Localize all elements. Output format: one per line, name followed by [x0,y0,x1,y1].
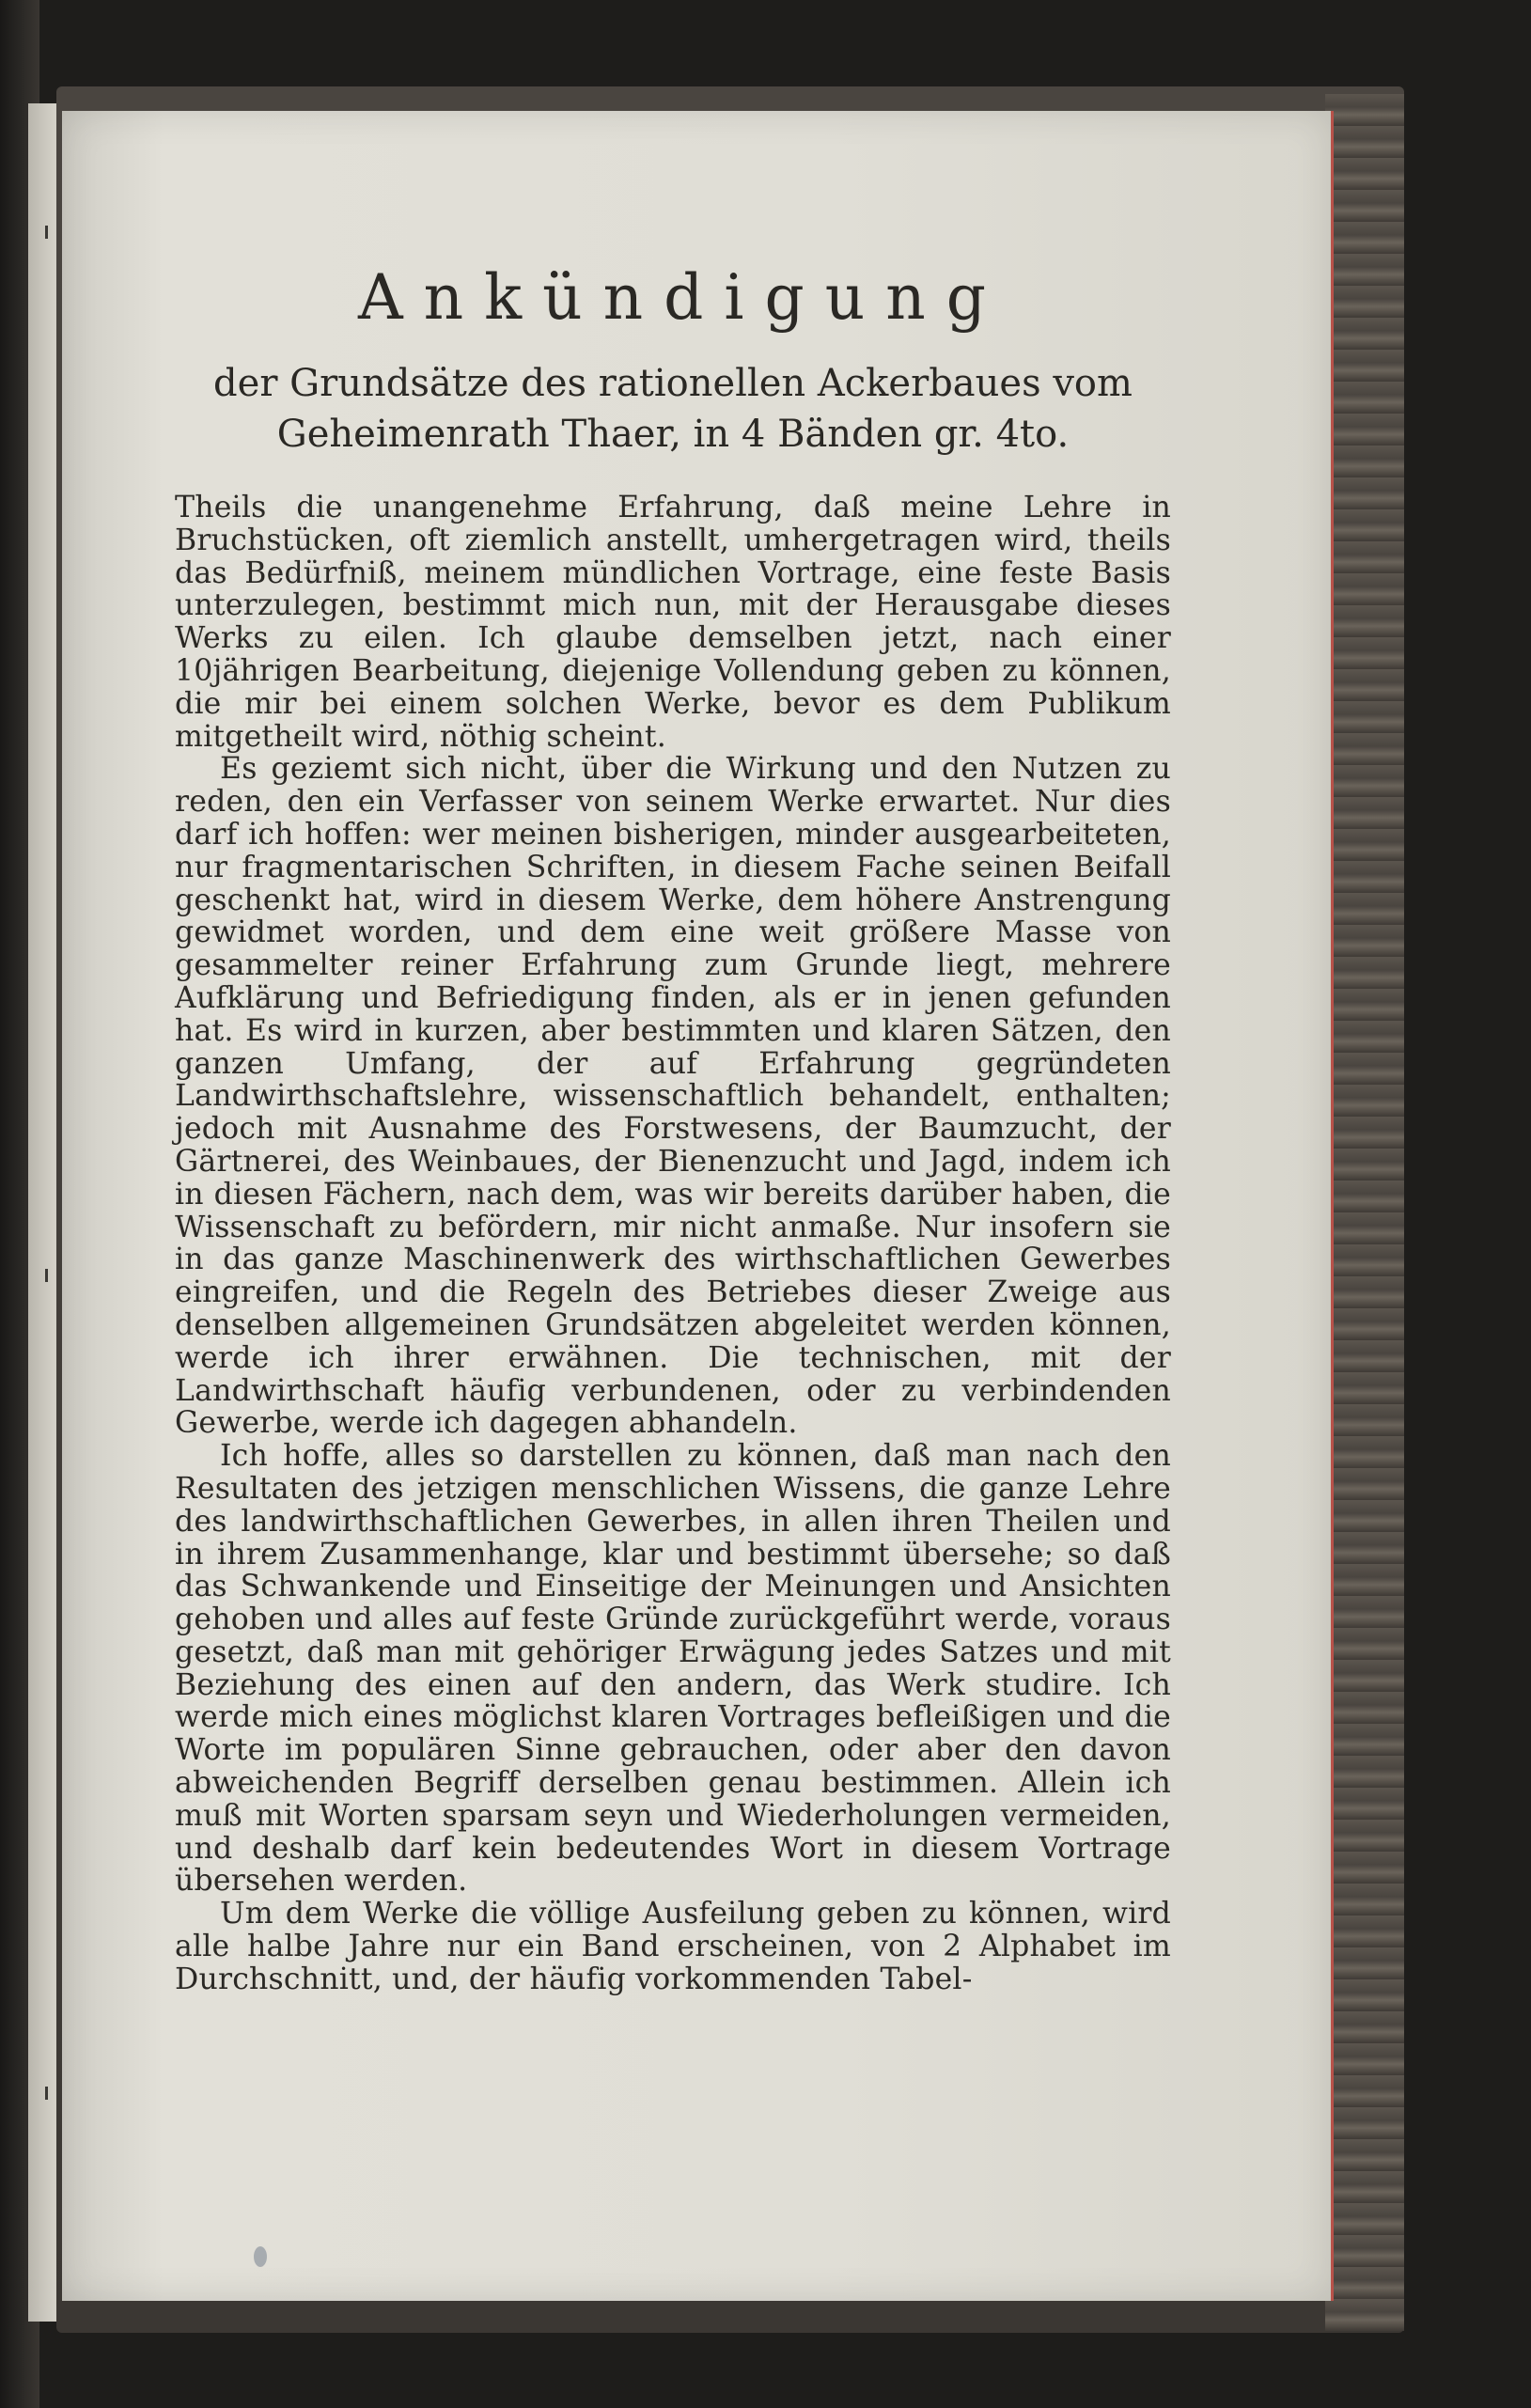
binding-mark [45,1269,48,1282]
binding-mark [45,226,48,239]
page-subtitle: der Grundsätze des rationellen Ackerbaues vom Geheimenrath Thaer, in 4 Bänden gr. 4to. [213,362,1133,456]
ink-smudge [254,2246,267,2267]
book-board-edge [1325,94,1404,2331]
page-heading: Ankündigung [357,261,1008,334]
page-text [175,261,1171,1996]
page [62,111,1334,2301]
binding-mark [45,2087,48,2100]
paragraph: Ich hoffe, alles so darstellen zu können, daß man nach den Resultaten des jetzigen menschlichen Wissens, die ganze Lehre des landwirthschaftlichen Gewerbes, in allen ihren Theilen und in ihrem Zusammenhange, klar und bestimmt übersehe; so daß das Schwankende und Einseitige der Meinungen und Ansichten gehoben und alles auf feste Gründe zurückgeführt werde, voraus gesetzt, daß man mit gehöriger Erwägung jedes Satzes und mit Beziehung des einen auf den andern, das Werk studire. Ich werde mich eines möglichst klaren Vortrages befleißigen und die Worte im populären Sinne gebrauchen, oder aber den davon abweichenden Begriff derselben genau bestimmen. Allein ich muß mit Worten sparsam seyn und Wiederholungen vermeiden, und deshalb darf kein bedeutendes Wort in diesem Vortrage übersehen werden. [175,1439,1171,1899]
paragraph: Um dem Werke die völlige Ausfeilung geben zu können, wird alle halbe Jahre nur ein Band erscheinen, von 2 Alphabet im Durchschnitt, und, der häufig vorkommenden Tabel- [175,1897,1171,1996]
paragraph: Theils die unangenehme Erfahrung, daß meine Lehre in Bruchstücken, oft ziemlich anstellt, umhergetragen wird, theils das Bedürfniß, meinem mündlichen Vortrage, eine feste Basis unterzulegen, bestimmt mich nun, mit der Herausgabe dieses Werks zu eilen. Ich glaube demselben jetzt, nach einer 10jährigen Bearbeitung, diejenige Vollendung geben zu können, die mir bei einem solchen Werke, bevor es dem Publikum mitgetheilt wird, nöthig scheint. [175,491,1171,754]
paragraph: Es geziemt sich nicht, über die Wirkung und den Nutzen zu reden, den ein Verfasser von seinem Werke erwartet. Nur dies darf ich hoffen: wer meinen bisherigen, minder ausgearbeiteten, nur fragmentarischen Schriften, in diesem Fache seinen Beifall geschenkt hat, wird in diesem Werke, dem höhere Anstrengung gewidmet worden, und dem eine weit größere Masse von gesammelter reiner Erfahrung zum Grunde liegt, mehrere Aufklärung und Befriedigung finden, als er in jenen gefunden hat. Es wird in kurzen, aber bestimmten und klaren Sätzen, den ganzen Umfang, der auf Erfahrung gegründeten Landwirthschaftslehre, wissenschaftlich behandelt, enthalten; jedoch mit Ausnahme des Forstwesens, der Baumzucht, der Gärtnerei, des Weinbaues, der Bienenzucht und Jagd, indem ich in diesen Fächern, nach dem, was wir bereits darüber haben, die Wissenschaft zu befördern, mir nicht anmaße. Nur insofern sie in das ganze Maschinenwerk des wirthschaftlichen Gewerbes eingreifen, und die Regeln des Betriebes dieser Zweige aus denselben allgemeinen Grundsätzen abgeleitet werden können, werde ich ihrer erwähnen. Die technischen, mit der Landwirthschaft häufig verbundenen, oder zu verbindenden Gewerbe, werde ich dagegen abhandeln. [175,752,1171,1441]
